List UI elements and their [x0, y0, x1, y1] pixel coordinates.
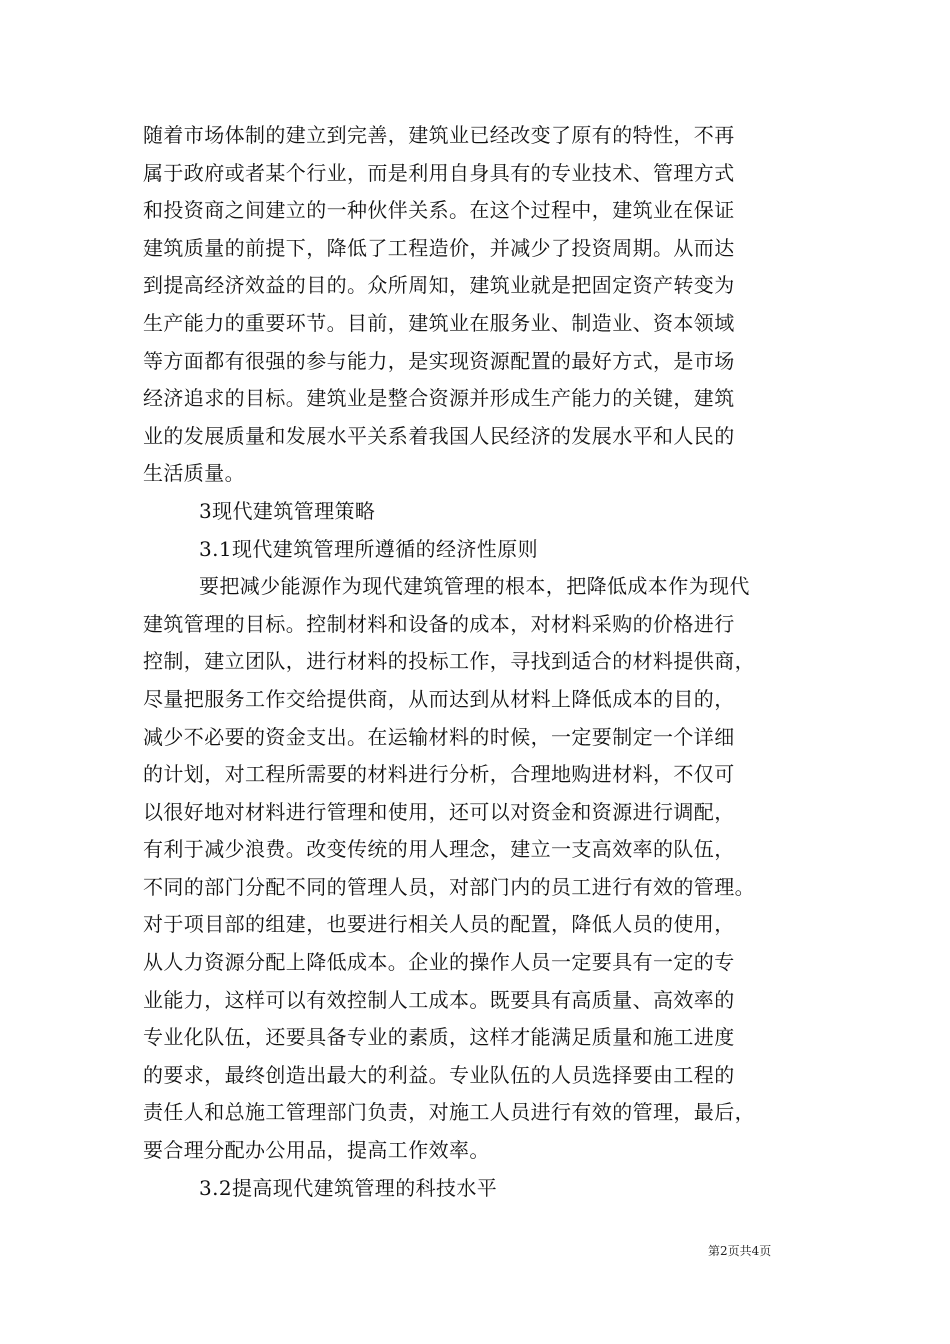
paragraph-1-line: 建筑质量的前提下，降低了工程造价，并减少了投资周期。从而达 [143, 235, 735, 260]
paragraph-1-line: 生活质量。 [143, 461, 245, 486]
paragraph-2-line: 建筑管理的目标。控制材料和设备的成本，对材料采购的价格进行 [143, 611, 735, 636]
paragraph-2-line: 有利于减少浪费。改变传统的用人理念，建立一支高效率的队伍， [143, 837, 735, 862]
paragraph-1-line: 属于政府或者某个行业，而是利用自身具有的专业技术、管理方式 [143, 160, 735, 185]
paragraph-1-line: 和投资商之间建立的一种伙伴关系。在这个过程中，建筑业在保证 [143, 198, 735, 223]
paragraph-2-line: 业能力，这样可以有效控制人工成本。既要具有高质量、高效率的 [143, 987, 735, 1012]
paragraph-2-line: 对于项目部的组建，也要进行相关人员的配置，降低人员的使用， [143, 912, 735, 937]
paragraph-2-line: 专业化队伍，还要具备专业的素质，这样才能满足质量和施工进度 [143, 1025, 735, 1050]
document-body [143, 117, 811, 1207]
paragraph-1-line: 到提高经济效益的目的。众所周知，建筑业就是把固定资产转变为 [143, 273, 735, 298]
paragraph-2-line: 尽量把服务工作交给提供商，从而达到从材料上降低成本的目的， [143, 686, 735, 711]
paragraph-2-line: 的要求，最终创造出最大的利益。专业队伍的人员选择要由工程的 [143, 1062, 735, 1087]
section-heading-3-1: 3.1现代建筑管理所遵循的经济性原则 [199, 536, 539, 561]
paragraph-2-line: 责任人和总施工管理部门负责，对施工人员进行有效的管理，最后， [143, 1100, 755, 1125]
paragraph-2-line: 减少不必要的资金支出。在运输材料的时候，一定要制定一个详细 [143, 724, 735, 749]
paragraph-2-line: 要合理分配办公用品，提高工作效率。 [143, 1138, 490, 1163]
paragraph-2-line: 的计划，对工程所需要的材料进行分析，合理地购进材料，不仅可 [143, 762, 735, 787]
paragraph-2-line: 以很好地对材料进行管理和使用，还可以对资金和资源进行调配， [143, 799, 735, 824]
page-number-footer: 第2页共4页 [708, 1244, 772, 1258]
paragraph-2-line: 从人力资源分配上降低成本。企业的操作人员一定要具有一定的专 [143, 950, 735, 975]
paragraph-2-line: 控制，建立团队，进行材料的投标工作，寻找到适合的材料提供商， [143, 649, 755, 674]
paragraph-1-line: 业的发展质量和发展水平关系着我国人民经济的发展水平和人民的 [143, 423, 735, 448]
section-heading-3: 3现代建筑管理策略 [199, 498, 376, 523]
paragraph-2-line: 要把减少能源作为现代建筑管理的根本，把降低成本作为现代 [199, 574, 750, 599]
paragraph-1-line: 随着市场体制的建立到完善，建筑业已经改变了原有的特性，不再 [143, 123, 735, 147]
paragraph-1-line: 生产能力的重要环节。目前，建筑业在服务业、制造业、资本领域 [143, 310, 735, 335]
paragraph-1-line: 经济追求的目标。建筑业是整合资源并形成生产能力的关键，建筑 [143, 386, 735, 411]
paragraph-2-line: 不同的部门分配不同的管理人员，对部门内的员工进行有效的管理。 [143, 874, 755, 899]
paragraph-1-line: 等方面都有很强的参与能力，是实现资源配置的最好方式，是市场 [143, 348, 735, 373]
section-heading-3-2: 3.2提高现代建筑管理的科技水平 [199, 1175, 498, 1200]
